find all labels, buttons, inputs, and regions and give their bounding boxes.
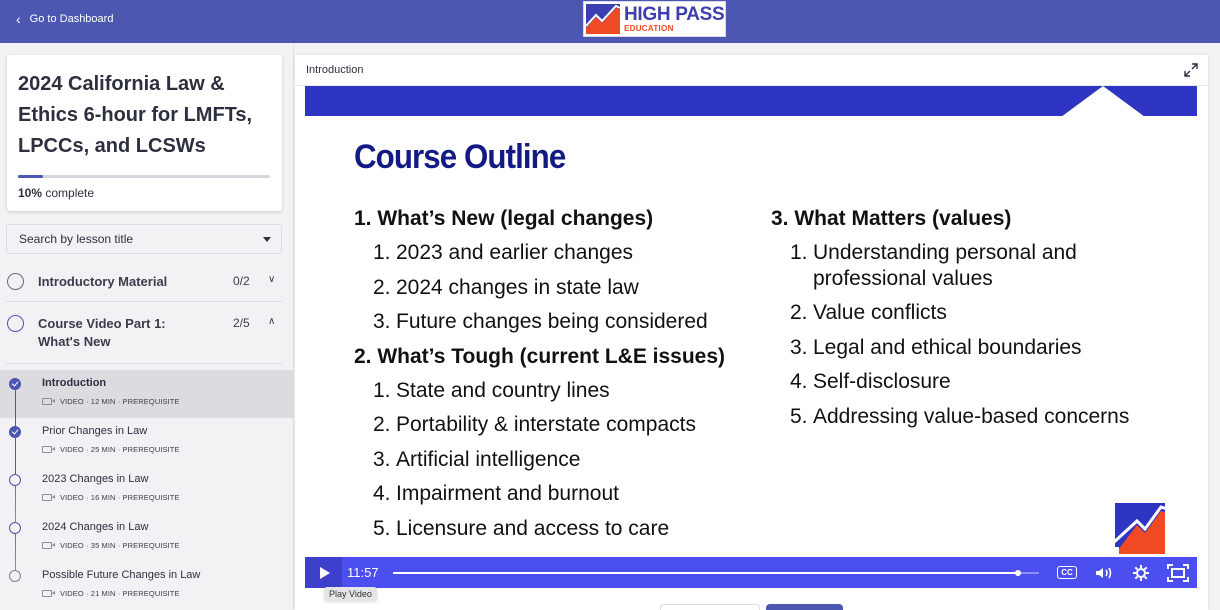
lesson-incomplete-circle-icon bbox=[9, 474, 21, 486]
settings-button[interactable] bbox=[1129, 557, 1153, 588]
section-course-video-part-1[interactable] bbox=[6, 303, 282, 364]
play-button[interactable] bbox=[305, 557, 342, 588]
slide-banner bbox=[305, 86, 1197, 116]
play-icon bbox=[320, 567, 330, 579]
outline-item: 3. Artificial intelligence bbox=[373, 447, 581, 471]
course-title: 2024 California Law & Ethics 6-hour for LMFTs, LPCCs, and LCSWs bbox=[18, 73, 253, 157]
lesson-connector-line bbox=[15, 438, 17, 474]
cc-icon: CC bbox=[1057, 566, 1077, 579]
volume-icon bbox=[1095, 566, 1113, 580]
lesson-item-2023-changes[interactable] bbox=[0, 466, 294, 514]
previous-lesson-button[interactable] bbox=[660, 604, 760, 610]
lesson-connector-line bbox=[15, 390, 17, 426]
section-progress-count: 2/5 bbox=[233, 316, 250, 330]
outline-item: 1. State and country lines bbox=[373, 378, 610, 402]
video-controls-bar bbox=[305, 557, 1197, 588]
lesson-meta: VIDEO · 35 MIN · PREREQUISITE bbox=[42, 541, 180, 550]
lesson-meta: VIDEO · 16 MIN · PREREQUISITE bbox=[42, 493, 180, 502]
lesson-search-placeholder: Search by lesson title bbox=[19, 232, 134, 246]
lesson-complete-check-icon bbox=[9, 426, 21, 438]
outline-item: 5. Licensure and access to care bbox=[373, 516, 670, 540]
lesson-connector-line bbox=[15, 486, 17, 522]
outline-item: 3. Legal and ethical boundaries bbox=[790, 335, 1082, 359]
lesson-item-2024-changes[interactable] bbox=[0, 514, 294, 562]
lesson-title: Introduction bbox=[42, 377, 107, 389]
outline-item: 4. Impairment and burnout bbox=[373, 482, 619, 505]
lesson-meta: VIDEO · 21 MIN · PREREQUISITE bbox=[42, 589, 180, 598]
outline-item: 1. 2023 and earlier changes bbox=[373, 241, 634, 264]
caret-down-icon bbox=[263, 237, 271, 242]
play-video-tooltip: Play Video bbox=[324, 587, 377, 601]
lesson-header bbox=[295, 55, 1208, 86]
video-player[interactable] bbox=[305, 86, 1197, 588]
volume-button[interactable] bbox=[1092, 557, 1116, 588]
lesson-list bbox=[0, 370, 294, 610]
outline-item: 1. Understanding personal and professional values bbox=[790, 241, 1077, 290]
video-camera-icon bbox=[42, 446, 52, 453]
lesson-item-prior-changes[interactable] bbox=[0, 418, 294, 466]
outline-heading: 3. What Matters (values) bbox=[771, 207, 1012, 230]
lesson-connector-line bbox=[15, 534, 17, 570]
lesson-title: Prior Changes in Law bbox=[42, 425, 148, 437]
video-progress-played bbox=[393, 572, 1019, 574]
outline-item: 2. Value conflicts bbox=[790, 301, 947, 324]
logo-mark-icon bbox=[586, 4, 620, 34]
video-camera-icon bbox=[42, 494, 52, 501]
slide-logo-mark-icon bbox=[1115, 503, 1165, 554]
lesson-meta: VIDEO · 12 MIN · PREREQUISITE bbox=[42, 397, 180, 406]
course-progress-bar bbox=[18, 175, 270, 178]
chevron-up-icon[interactable]: ∧ bbox=[268, 316, 276, 327]
section-title: Introductory Material bbox=[38, 274, 168, 289]
go-to-dashboard-label: Go to Dashboard bbox=[29, 13, 114, 25]
high-pass-logo[interactable] bbox=[583, 1, 726, 37]
course-progress-text: 10% complete bbox=[18, 186, 95, 200]
video-progress-handle[interactable] bbox=[1015, 570, 1021, 576]
outline-column-right bbox=[771, 206, 1129, 438]
chevron-left-icon: ‹ bbox=[16, 11, 21, 27]
next-lesson-button[interactable] bbox=[766, 604, 843, 610]
section-status-circle-icon bbox=[7, 315, 24, 332]
outline-item: 2. Portability & interstate compacts bbox=[373, 413, 696, 436]
video-time-remaining: 11:57 bbox=[347, 565, 379, 580]
lesson-title: 2023 Changes in Law bbox=[42, 473, 149, 485]
top-bar bbox=[0, 0, 1220, 43]
outline-heading: 1. What’s New (legal changes) bbox=[354, 207, 654, 230]
course-progress-fill bbox=[18, 175, 43, 178]
go-to-dashboard-link[interactable] bbox=[16, 12, 113, 26]
outline-heading: 2. What’s Tough (current L&E issues) bbox=[354, 344, 726, 368]
gear-icon bbox=[1132, 564, 1150, 582]
fullscreen-icon bbox=[1167, 564, 1189, 582]
lesson-meta: VIDEO · 25 MIN · PREREQUISITE bbox=[42, 445, 180, 454]
lesson-item-introduction[interactable] bbox=[0, 370, 294, 418]
lesson-item-possible-future-changes[interactable] bbox=[0, 562, 294, 610]
lesson-title: Possible Future Changes in Law bbox=[42, 569, 201, 581]
outline-column-left bbox=[354, 206, 725, 550]
outline-item: 2. 2024 changes in state law bbox=[373, 275, 639, 299]
logo-text-primary: HIGH PASS bbox=[624, 4, 725, 25]
section-introductory-material[interactable] bbox=[6, 262, 282, 302]
lesson-content-panel bbox=[295, 55, 1208, 610]
course-card bbox=[7, 55, 282, 211]
lesson-header-title: Introduction bbox=[306, 64, 364, 76]
slide-title: Course Outline bbox=[354, 138, 566, 176]
video-progress-slider[interactable] bbox=[393, 567, 1039, 579]
section-status-circle-icon bbox=[7, 273, 24, 290]
video-camera-icon bbox=[42, 542, 52, 549]
section-title: Course Video Part 1: What's New bbox=[38, 316, 166, 349]
outline-item: 5. Addressing value-based concerns bbox=[790, 404, 1130, 428]
chevron-down-icon[interactable]: ∨ bbox=[268, 274, 276, 285]
video-camera-icon bbox=[42, 398, 52, 405]
lesson-title: 2024 Changes in Law bbox=[42, 521, 149, 533]
section-progress-count: 0/2 bbox=[233, 274, 250, 288]
lesson-search-dropdown[interactable] bbox=[6, 224, 282, 254]
outline-item: 4. Self-disclosure bbox=[790, 370, 951, 393]
fullscreen-button[interactable] bbox=[1165, 557, 1191, 588]
lesson-complete-check-icon bbox=[9, 378, 21, 390]
course-sidebar bbox=[0, 43, 294, 610]
closed-captions-button[interactable] bbox=[1055, 557, 1079, 588]
lesson-incomplete-circle-icon bbox=[9, 522, 21, 534]
outline-item: 3. Future changes being considered bbox=[373, 310, 708, 333]
logo-text-secondary: EDUCATION bbox=[624, 24, 674, 33]
video-camera-icon bbox=[42, 590, 52, 597]
slide-banner-notch bbox=[1061, 86, 1145, 117]
lesson-incomplete-circle-icon bbox=[9, 570, 21, 582]
expand-icon[interactable] bbox=[1184, 63, 1198, 77]
